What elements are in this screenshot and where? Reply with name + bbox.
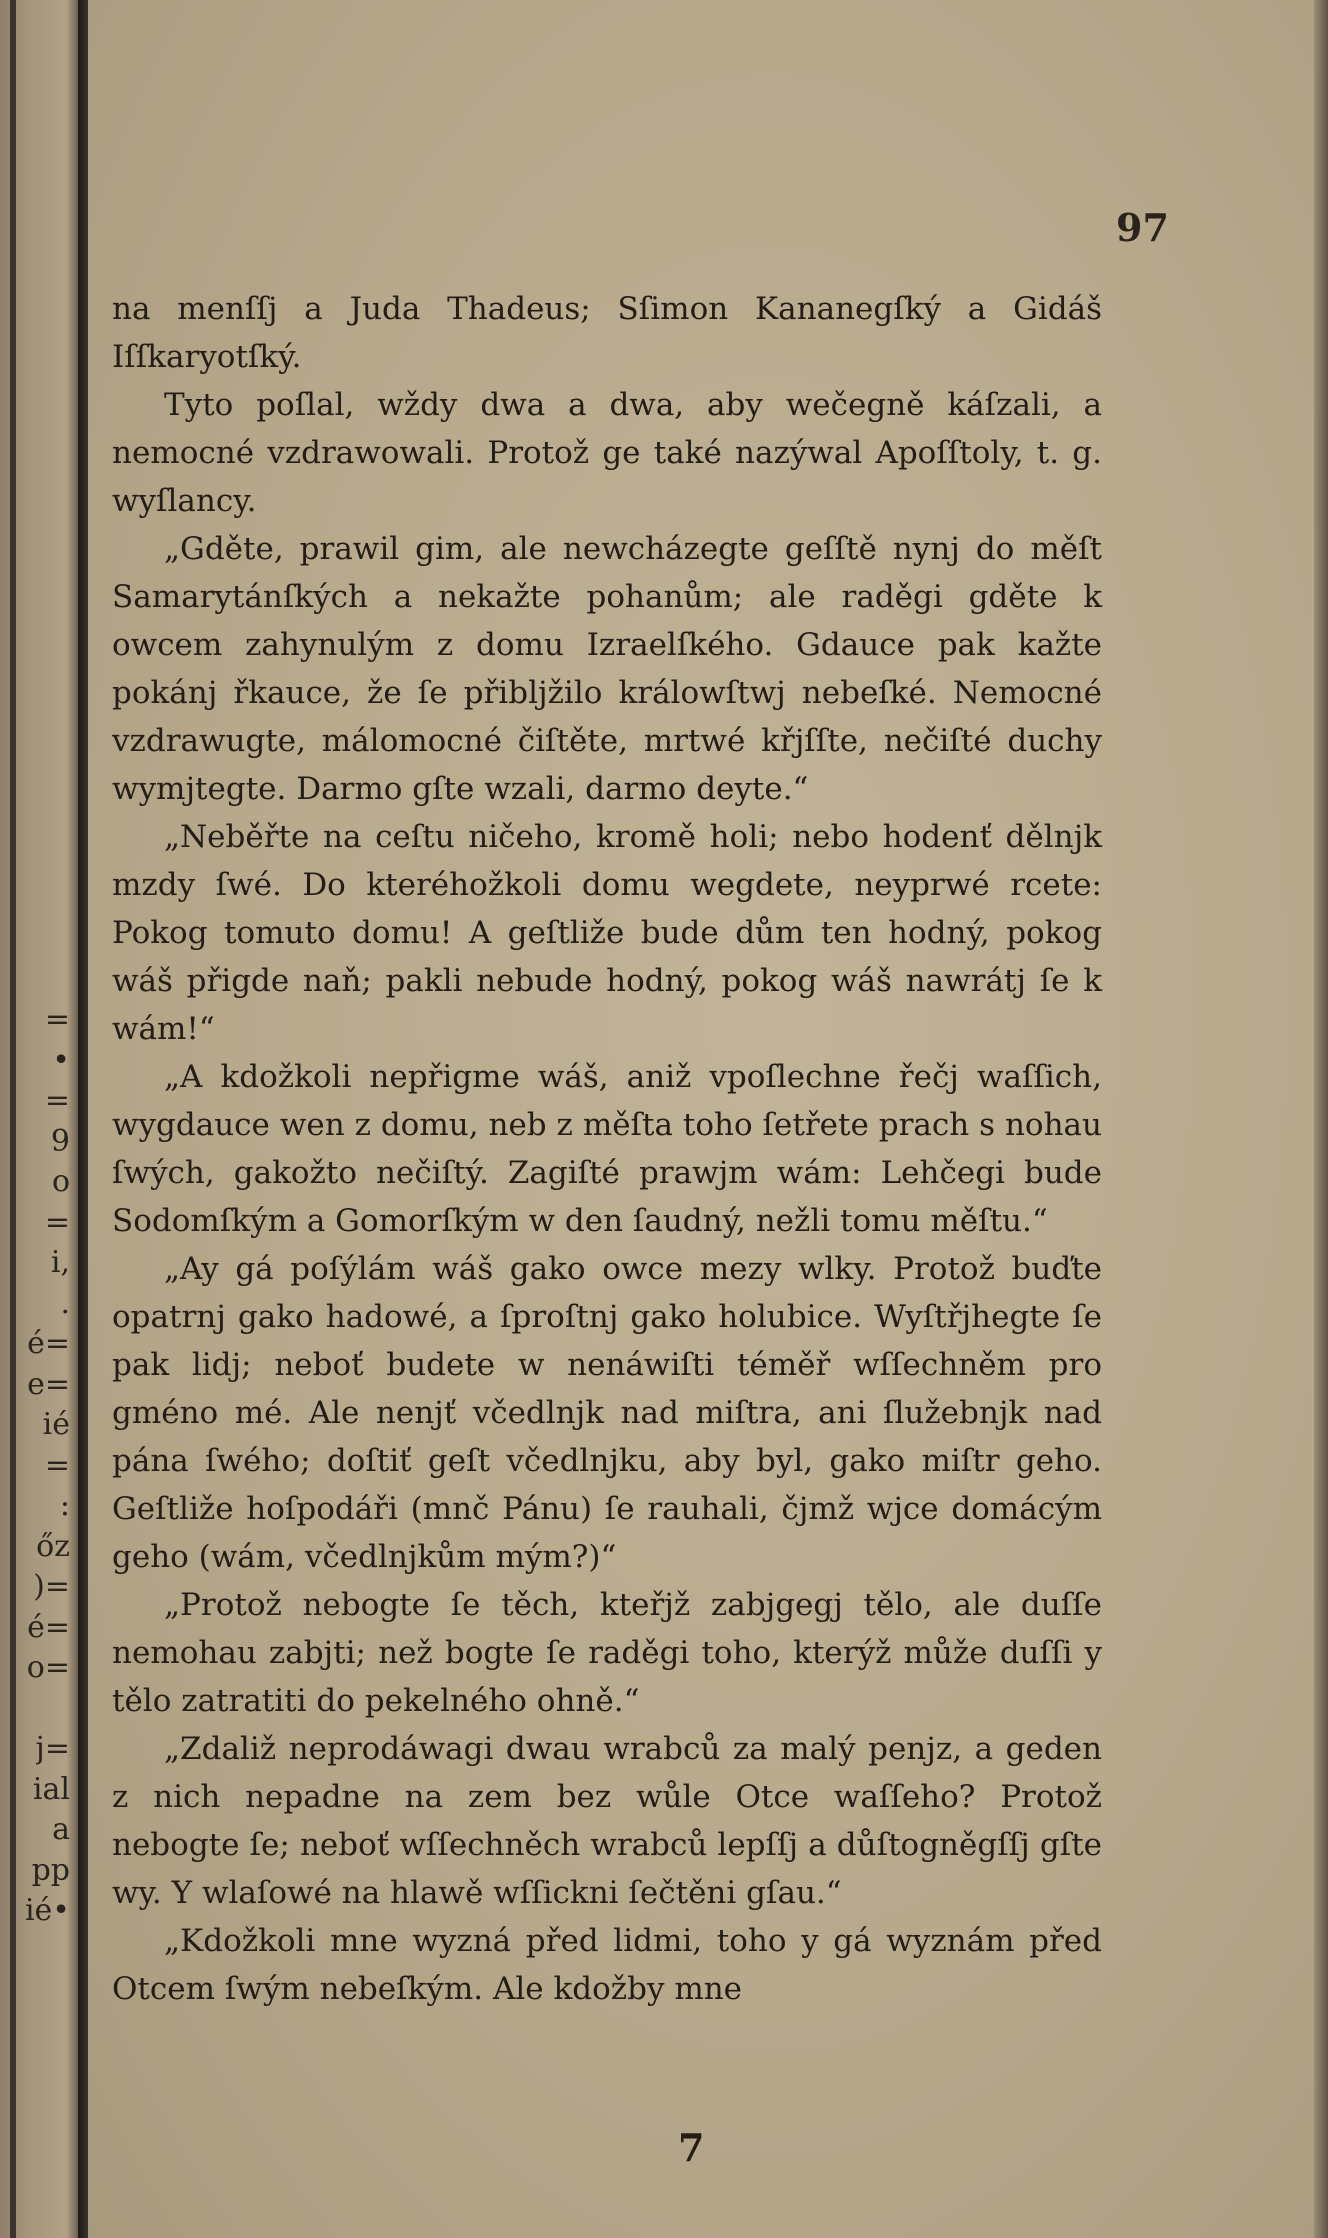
paragraph: „Kdožkoli mne wyzná před lidmi, toho y gá wyznám před Otcem ſwým nebeſkým. Ale kdožby mne [112, 1923, 1102, 2007]
page-body-text [112, 285, 1102, 2013]
fragment: = [44, 1002, 70, 1037]
fragment: = [44, 1204, 70, 1240]
paragraph: „Protož nebogte ſe těch, kteřjž zabjgegj tělo, ale duſſe nemohau zabjti; než bogte ſe raděgi toho, kterýž může duſſi y tělo zatratiti do pekelného ohně.“ [112, 1587, 1102, 1719]
fragment: e= [27, 1366, 70, 1402]
fragment: é= [27, 1609, 70, 1645]
paragraph: Tyto poſlal, wždy dwa a dwa, aby wečegně káſzali, a nemocné vzdrawowali. Protož ge také nazýwal Apoſſtoly, t. g. wyſlancy. [112, 387, 1102, 519]
fragment: j= [35, 1731, 70, 1766]
paragraph: na menſſj a Juda Thadeus; Sſimon Kananegſký a Gidáš Iſſkaryotſký. [112, 291, 1102, 375]
fragment: a [52, 1812, 70, 1847]
fragment: • [52, 1042, 70, 1078]
paragraph: „Zdaliž neprodáwagi dwau wrabců za malý penjz, a geden z nich nepadne na zem bez wůle Otce waſſeho? Protož nebogte ſe; neboť wſſechněch wrabců lepſſj a důſtogněgſſj gſte wy. Y wlaſowé na hlawě wſſickni ſečtěni gſau.“ [112, 1731, 1102, 1911]
paragraph: „A kdožkoli nepřigme wáš, aniž vpoſlechne řečj waſſich, wygdauce wen z domu, neb z měſta toho ſetřete prach s nohau ſwých, gakožto nečiſtý. Zagiſté prawjm wám: Lehčegi bude Sodomſkým a Gomorſkým w den ſaudný, nežli tomu měſtu.“ [112, 1059, 1102, 1239]
fragment: őz [36, 1528, 70, 1564]
fragment: ial [32, 1771, 70, 1807]
previous-page-fragments [0, 1000, 70, 1932]
fragment: = [44, 1447, 70, 1483]
fragment: i, [50, 1245, 70, 1280]
fragment: ié [42, 1407, 70, 1442]
fragment: o [51, 1164, 70, 1199]
page-number: 97 [1116, 205, 1169, 250]
paragraph: „Gděte, prawil gim, ale newcházegte geſſtě nynj do měſt Samarytánſkých a nekažte pohanům; ale raděgi gděte k owcem zahynulým z domu Izraelſkého. Gdauce pak kažte pokánj řkauce, že ſe přibljžilo králowſtwj nebeſké. Nemocné vzdrawugte, málomocné čiſtěte, mrtwé křjſſte, nečiſté duchy wymjtegte. Darmo gſte wzali, darmo deyte.“ [112, 531, 1102, 807]
fragment: . [60, 1285, 70, 1321]
page-edge [1314, 0, 1328, 2238]
fragment: pp [31, 1852, 70, 1888]
fragment: = [44, 1083, 70, 1118]
book-spine [78, 0, 88, 2238]
fragment: 9 [50, 1123, 70, 1159]
fragment: : [59, 1488, 70, 1523]
fragment: o= [26, 1650, 70, 1685]
fragment: ié• [24, 1893, 70, 1928]
printer-signature-mark: 7 [678, 2125, 705, 2170]
paragraph: „Ay gá poſýlám wáš gako owce mezy wlky. Protož buďte opatrnj gako hadowé, a ſproſtnj gako holubice. Wyſtřjhegte ſe pak lidj; neboť budete w nenáwiſti téměř wſſechněm pro gméno mé. Ale nenjť včedlnjk nad miſtra, ani ſlužebnjk nad pána ſwého; doſtiť geſt včedlnjku, aby byl, gako miſtr geho. Geſtliže hoſpodáři (mnč Pánu) ſe rauhali, čjmž wjce domácým geho (wám, včedlnjkům mým?)“ [112, 1251, 1102, 1575]
fragment: )= [33, 1569, 70, 1604]
paragraph: „Neběřte na ceſtu ničeho, kromě holi; nebo hodenť dělnjk mzdy ſwé. Do kteréhožkoli domu wegdete, neyprwé rcete: Pokog tomuto domu! A geſtliže bude dům ten hodný, pokog wáš přigde naň; pakli nebude hodný, pokog wáš nawrátj ſe k wám!“ [112, 819, 1102, 1047]
book-page [88, 0, 1328, 2238]
fragment: é= [27, 1326, 70, 1361]
previous-page-edge [0, 0, 78, 2238]
